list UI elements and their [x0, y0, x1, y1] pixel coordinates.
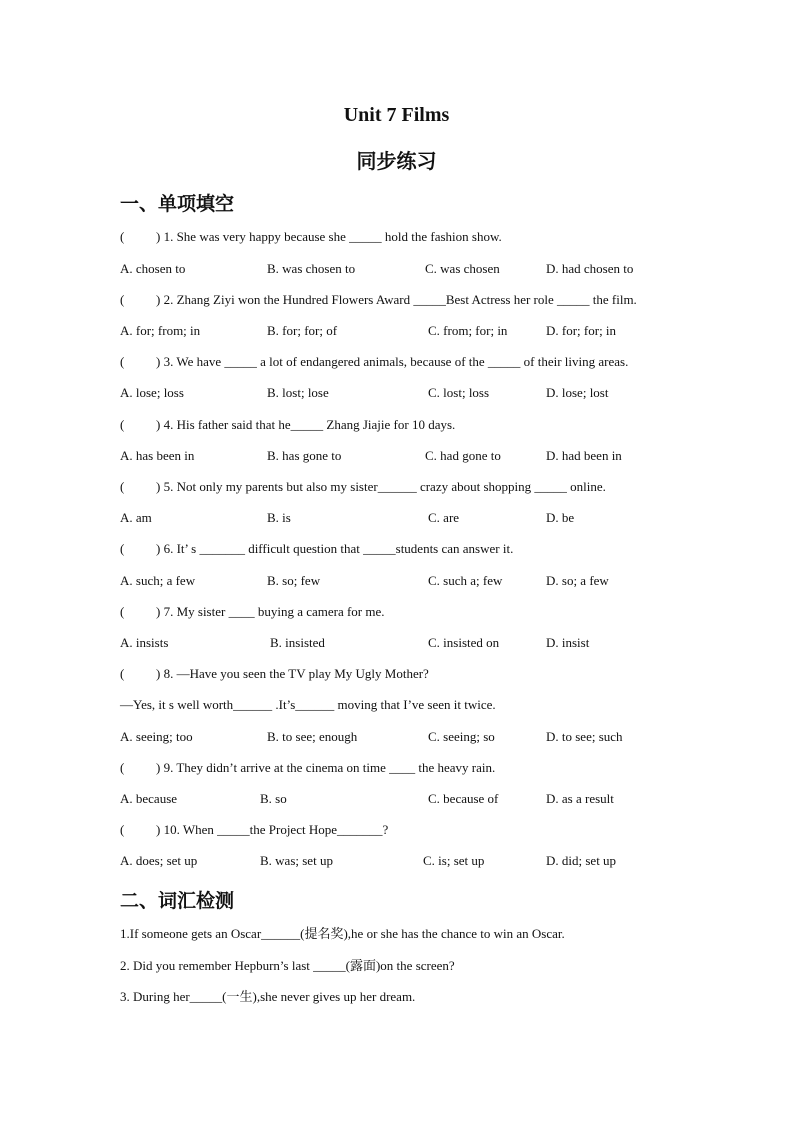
- question-1: [120, 229, 502, 245]
- option-a: A. for; from; in: [120, 323, 201, 338]
- question-3: [120, 354, 628, 370]
- answer-bracket: (: [120, 822, 125, 837]
- option-d: D. lose; lost: [546, 385, 609, 400]
- question-9: [120, 760, 495, 776]
- question-stem: ) 10. When _____the Project Hope_______?: [156, 822, 389, 837]
- answer-bracket: (: [120, 604, 125, 619]
- vocab-item-1: 1.If someone gets an Oscar______(提名奖),he or she has the chance to win an Oscar.: [120, 926, 565, 941]
- option-b: B. has gone to: [267, 448, 342, 463]
- question-8-dialogue: —Yes, it s well worth______ .It’s______ moving that I’ve seen it twice.: [120, 697, 496, 712]
- option-a: A. lose; loss: [120, 385, 184, 400]
- option-d: D. as a result: [546, 791, 614, 806]
- option-a: A. because: [120, 791, 178, 806]
- question-stem: ) 5. Not only my parents but also my sister______ crazy about shopping _____ online.: [156, 479, 606, 494]
- answer-bracket: (: [120, 417, 125, 432]
- options-9: [0, 791, 793, 807]
- question-6: [120, 541, 513, 557]
- options-3: [0, 385, 793, 401]
- worksheet-title: Unit 7 Films: [343, 104, 450, 126]
- question-4: [120, 417, 455, 433]
- option-d: D. be: [546, 510, 575, 525]
- question-10: [120, 822, 388, 838]
- answer-bracket: (: [120, 479, 125, 494]
- question-stem: ) 7. My sister ____ buying a camera for me.: [156, 604, 385, 619]
- question-stem: ) 6. It’ s _______ difficult question that _____students can answer it.: [156, 541, 514, 556]
- options-10: [0, 853, 793, 869]
- answer-bracket: (: [120, 760, 125, 775]
- option-c: C. are: [428, 510, 460, 525]
- options-2: [0, 323, 793, 339]
- option-b: B. so; few: [267, 573, 321, 588]
- answer-bracket: (: [120, 541, 125, 556]
- option-a: A. chosen to: [120, 261, 186, 276]
- answer-bracket: (: [120, 354, 125, 369]
- options-5: [0, 510, 793, 526]
- answer-bracket: (: [120, 666, 125, 681]
- option-d: D. insist: [546, 635, 590, 650]
- options-7: [0, 635, 793, 651]
- option-c: C. such a; few: [428, 573, 503, 588]
- answer-bracket: (: [120, 229, 125, 244]
- answer-bracket: (: [120, 292, 125, 307]
- option-c: C. lost; loss: [428, 385, 490, 400]
- option-b: B. for; for; of: [267, 323, 338, 338]
- option-b: B. is: [267, 510, 291, 525]
- option-b: B. so: [260, 791, 287, 806]
- question-stem: ) 8. —Have you seen the TV play My Ugly Mother?: [156, 666, 429, 681]
- option-a: A. such; a few: [120, 573, 196, 588]
- option-a: A. does; set up: [120, 853, 198, 868]
- option-a: A. seeing; too: [120, 729, 193, 744]
- option-c: C. seeing; so: [428, 729, 495, 744]
- option-b: B. to see; enough: [267, 729, 358, 744]
- option-c: C. from; for; in: [428, 323, 508, 338]
- option-d: D. did; set up: [546, 853, 617, 868]
- question-stem: ) 9. They didn’t arrive at the cinema on time ____ the heavy rain.: [156, 760, 496, 775]
- question-8: [120, 666, 429, 682]
- option-d: D. to see; such: [546, 729, 623, 744]
- question-stem: ) 3. We have _____ a lot of endangered animals, because of the _____ of their living areas.: [156, 354, 629, 369]
- option-a: A. has been in: [120, 448, 195, 463]
- option-c: C. because of: [428, 791, 499, 806]
- question-7: [120, 604, 385, 620]
- option-b: B. lost; lose: [267, 385, 329, 400]
- option-b: B. insisted: [270, 635, 325, 650]
- vocab-item-2: 2. Did you remember Hepburn’s last _____(露面)on the screen?: [120, 958, 455, 973]
- option-b: B. was chosen to: [267, 261, 356, 276]
- option-d: D. had been in: [546, 448, 622, 463]
- option-c: C. is; set up: [423, 853, 485, 868]
- section-heading-vocabulary: 二、词汇检测: [120, 890, 235, 912]
- options-6: [0, 573, 793, 589]
- question-2: [120, 292, 637, 308]
- option-a: A. am: [120, 510, 152, 525]
- worksheet-subtitle: 同步练习: [356, 149, 437, 173]
- option-b: B. was; set up: [260, 853, 333, 868]
- option-c: C. had gone to: [425, 448, 501, 463]
- option-d: D. so; a few: [546, 573, 609, 588]
- options-4: [0, 448, 793, 464]
- question-stem: ) 2. Zhang Ziyi won the Hundred Flowers Award _____Best Actress her role _____ the film.: [156, 292, 637, 307]
- vocab-item-3: 3. During her_____(一生),she never gives up her dream.: [120, 989, 416, 1004]
- option-a: A. insists: [120, 635, 169, 650]
- section-heading-multiple-choice: 一、单项填空: [120, 193, 235, 215]
- option-c: C. was chosen: [425, 261, 500, 276]
- options-8: [0, 729, 793, 745]
- option-d: D. for; for; in: [546, 323, 617, 338]
- option-c: C. insisted on: [428, 635, 500, 650]
- options-1: [0, 261, 793, 277]
- question-5: [120, 479, 606, 495]
- question-stem: ) 4. His father said that he_____ Zhang Jiajie for 10 days.: [156, 417, 456, 432]
- question-stem: ) 1. She was very happy because she _____ hold the fashion show.: [156, 229, 502, 244]
- option-d: D. had chosen to: [546, 261, 634, 276]
